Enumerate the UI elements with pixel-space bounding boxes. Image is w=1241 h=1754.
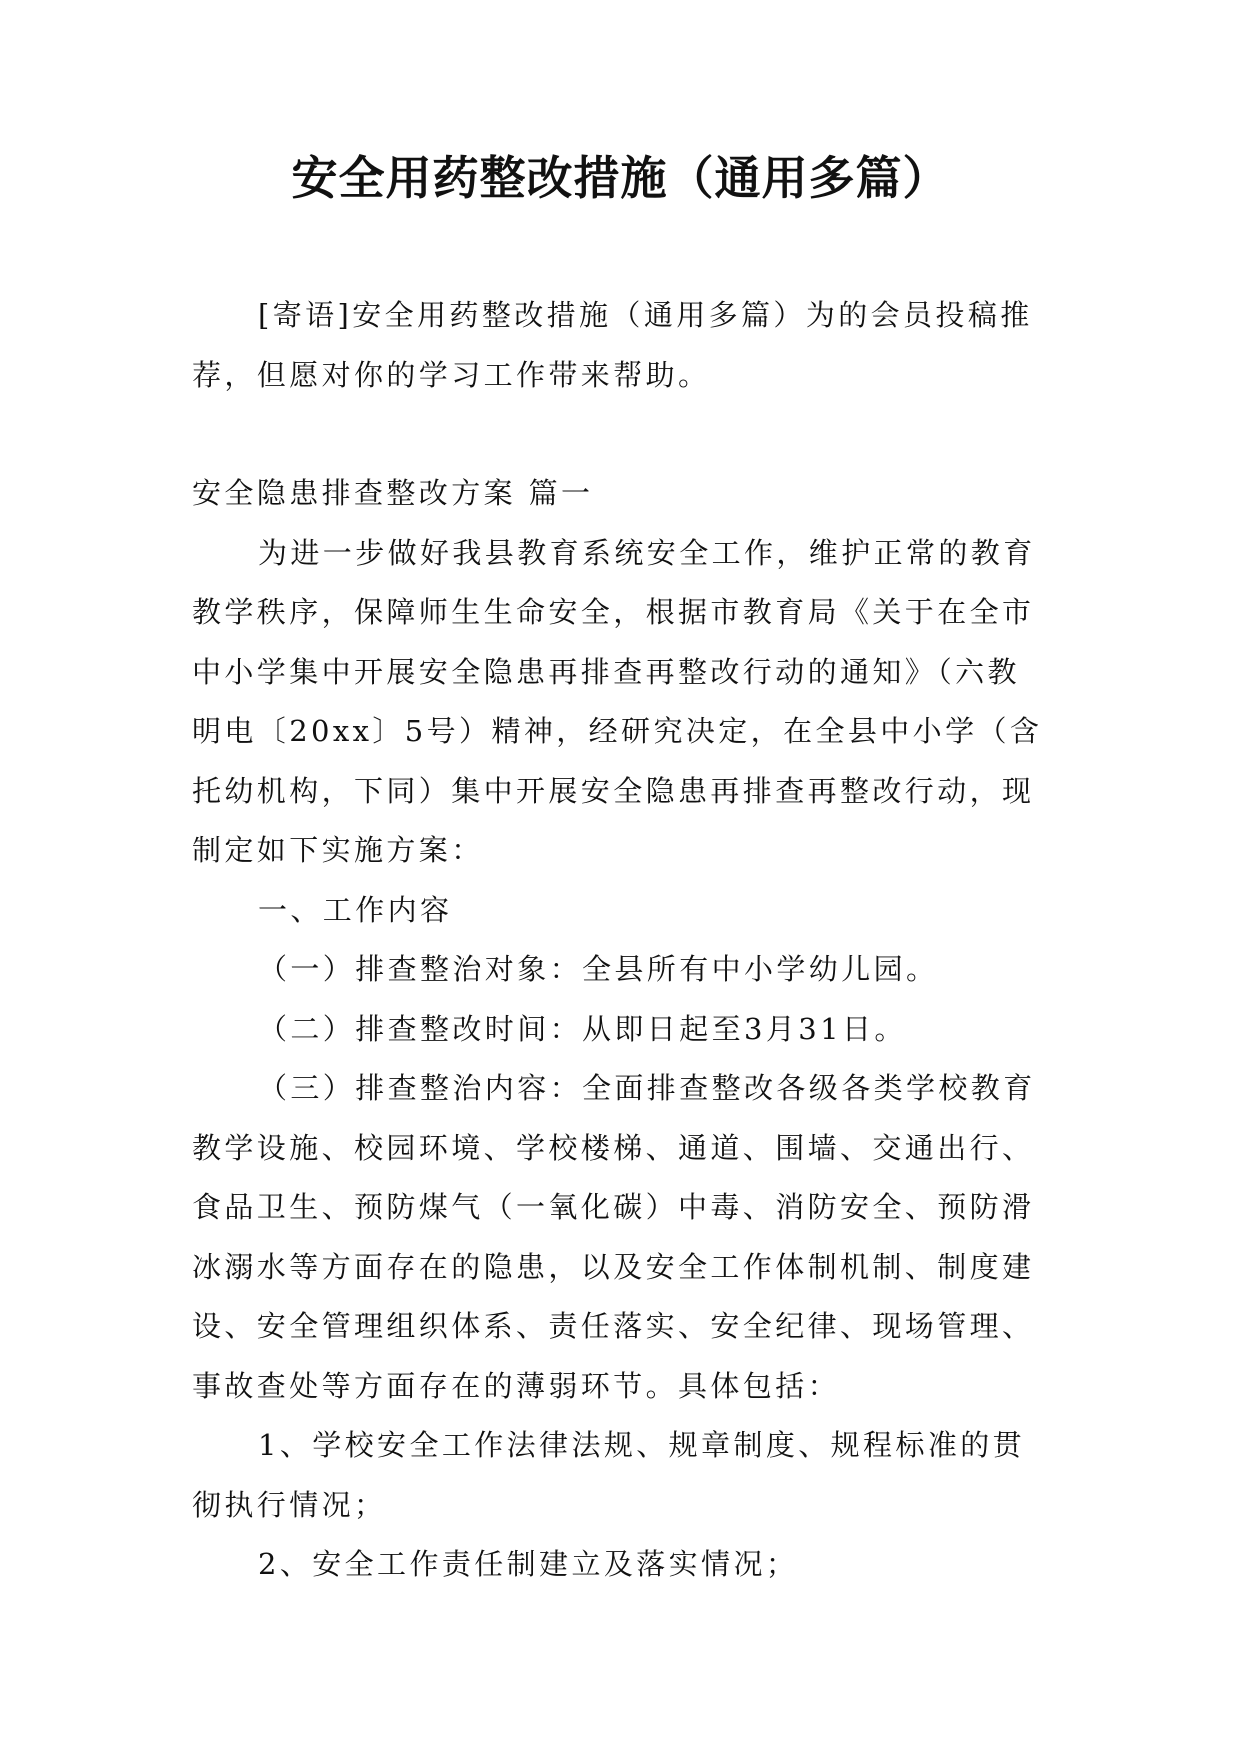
body-paragraph: 1、学校安全工作法律法规、规章制度、规程标准的贯彻执行情况； (192, 1428, 1026, 1522)
body-paragraph: 为进一步做好我县教育系统安全工作，维护正常的教育教学秩序，保障师生生命安全，根据市教育局《关于在全市中小学集中开展安全隐患再排查再整改行动的通知》（六教明电〔20xx〕5号）精神，经研究决定，在全县中小学（含托幼机构，下同）集中开展安全隐患再排查再整改行动，现制定如下实施方案： (192, 535, 1043, 867)
intro-paragraph: [寄语]安全用药整改措施（通用多篇）为的会员投稿推荐，但愿对你的学习工作带来帮助。 (192, 298, 1033, 392)
document-title: 安全用药整改措施（通用多篇） (291, 151, 950, 205)
paragraph-gap (192, 405, 1052, 464)
document-body (192, 286, 1052, 1595)
body-paragraph: （三）排查整治内容：全面排查整改各级各类学校教育教学设施、校园环境、学校楼梯、通道、围墙、交通出行、食品卫生、预防煤气（一氧化碳）中毒、消防安全、预防滑冰溺水等方面存在的隐患，以及安全工作体制机制、制度建设、安全管理组织体系、责任落实、安全纪律、现场管理、事故查处等方面存在的薄弱环节。具体包括： (192, 1071, 1036, 1403)
body-paragraph: （二）排查整改时间：从即日起至3月31日。 (258, 1011, 907, 1046)
body-paragraph: （一）排查整治对象：全县所有中小学幼儿园。 (258, 952, 939, 986)
body-paragraph: 一、工作内容 (258, 892, 453, 927)
body-paragraph: 2、安全工作责任制建立及落实情况； (258, 1547, 799, 1581)
section-heading: 安全隐患排查整改方案 篇一 (192, 476, 594, 510)
